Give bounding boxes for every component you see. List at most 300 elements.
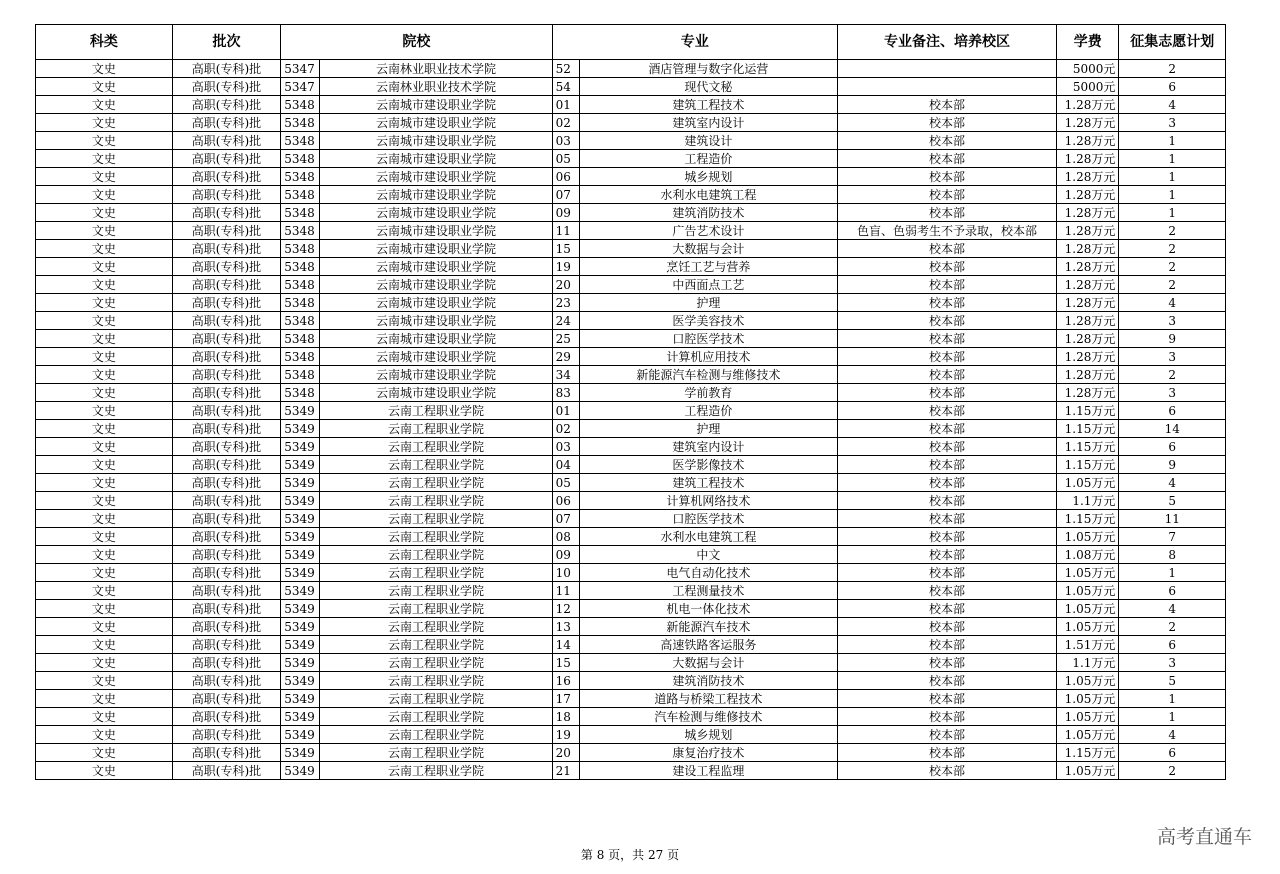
cell-remarks: 校本部 [838,168,1057,186]
header-major: 专业 [552,25,837,60]
cell-tuition: 1.15万元 [1057,402,1119,420]
cell-school-code: 5349 [281,636,320,654]
cell-school-name: 云南工程职业学院 [320,528,552,546]
cell-school-code: 5348 [281,168,320,186]
cell-tuition: 1.05万元 [1057,582,1119,600]
cell-major-code: 02 [552,114,579,132]
cell-major-name: 现代文秘 [579,78,837,96]
cell-major-name: 医学影像技术 [579,456,837,474]
cell-major-name: 水利水电建筑工程 [579,186,837,204]
cell-major-code: 23 [552,294,579,312]
cell-school-code: 5348 [281,330,320,348]
cell-remarks: 校本部 [838,708,1057,726]
cell-category: 文史 [36,186,173,204]
cell-major-code: 11 [552,222,579,240]
cell-major-code: 15 [552,240,579,258]
cell-remarks: 校本部 [838,690,1057,708]
cell-remarks [838,78,1057,96]
cell-major-code: 04 [552,456,579,474]
cell-plan-count: 4 [1119,96,1226,114]
cell-school-code: 5348 [281,312,320,330]
cell-category: 文史 [36,114,173,132]
cell-batch: 高职(专科)批 [172,492,281,510]
cell-major-name: 护理 [579,420,837,438]
cell-plan-count: 6 [1119,438,1226,456]
cell-remarks: 校本部 [838,762,1057,780]
cell-batch: 高职(专科)批 [172,636,281,654]
cell-school-name: 云南工程职业学院 [320,744,552,762]
cell-tuition: 1.28万元 [1057,240,1119,258]
cell-batch: 高职(专科)批 [172,222,281,240]
table-row [36,60,1226,78]
cell-batch: 高职(专科)批 [172,132,281,150]
cell-remarks: 校本部 [838,474,1057,492]
cell-school-code: 5348 [281,294,320,312]
table-row [36,384,1226,402]
table-row [36,582,1226,600]
cell-remarks: 校本部 [838,204,1057,222]
cell-plan-count: 3 [1119,312,1226,330]
cell-school-name: 云南工程职业学院 [320,600,552,618]
cell-remarks: 校本部 [838,312,1057,330]
cell-major-name: 口腔医学技术 [579,510,837,528]
cell-plan-count: 2 [1119,366,1226,384]
table-row [36,726,1226,744]
cell-category: 文史 [36,564,173,582]
cell-batch: 高职(专科)批 [172,240,281,258]
cell-school-code: 5349 [281,654,320,672]
cell-major-code: 52 [552,60,579,78]
cell-plan-count: 9 [1119,330,1226,348]
cell-plan-count: 6 [1119,402,1226,420]
cell-category: 文史 [36,690,173,708]
cell-batch: 高职(专科)批 [172,312,281,330]
cell-major-name: 机电一体化技术 [579,600,837,618]
cell-school-code: 5349 [281,744,320,762]
cell-batch: 高职(专科)批 [172,402,281,420]
cell-major-name: 广告艺术设计 [579,222,837,240]
cell-category: 文史 [36,744,173,762]
cell-remarks: 校本部 [838,510,1057,528]
cell-batch: 高职(专科)批 [172,294,281,312]
cell-category: 文史 [36,78,173,96]
header-remarks: 专业备注、培养校区 [838,25,1057,60]
page-footer: 第 8 页，共 27 页 [580,848,680,862]
cell-tuition: 5000元 [1057,60,1119,78]
cell-major-code: 07 [552,510,579,528]
cell-tuition: 5000元 [1057,78,1119,96]
cell-category: 文史 [36,438,173,456]
cell-major-name: 城乡规划 [579,726,837,744]
table-row [36,312,1226,330]
cell-category: 文史 [36,60,173,78]
cell-remarks: 校本部 [838,384,1057,402]
cell-category: 文史 [36,276,173,294]
cell-plan-count: 4 [1119,294,1226,312]
table-row [36,258,1226,276]
cell-category: 文史 [36,402,173,420]
cell-category: 文史 [36,474,173,492]
cell-school-code: 5349 [281,420,320,438]
cell-school-code: 5349 [281,564,320,582]
table-row [36,150,1226,168]
cell-school-code: 5349 [281,438,320,456]
cell-major-name: 大数据与会计 [579,654,837,672]
cell-school-code: 5348 [281,258,320,276]
cell-school-code: 5349 [281,618,320,636]
cell-major-code: 01 [552,96,579,114]
cell-plan-count: 4 [1119,600,1226,618]
cell-school-name: 云南城市建设职业学院 [320,312,552,330]
cell-category: 文史 [36,96,173,114]
cell-plan-count: 1 [1119,690,1226,708]
cell-tuition: 1.05万元 [1057,564,1119,582]
cell-school-name: 云南林业职业技术学院 [320,60,552,78]
cell-school-name: 云南工程职业学院 [320,726,552,744]
cell-remarks: 校本部 [838,132,1057,150]
cell-school-code: 5348 [281,240,320,258]
cell-major-code: 25 [552,330,579,348]
cell-category: 文史 [36,132,173,150]
cell-plan-count: 1 [1119,204,1226,222]
cell-school-name: 云南工程职业学院 [320,708,552,726]
cell-category: 文史 [36,528,173,546]
cell-batch: 高职(专科)批 [172,564,281,582]
cell-tuition: 1.28万元 [1057,366,1119,384]
cell-major-name: 新能源汽车技术 [579,618,837,636]
cell-school-name: 云南城市建设职业学院 [320,348,552,366]
cell-major-name: 建筑室内设计 [579,438,837,456]
cell-school-name: 云南工程职业学院 [320,492,552,510]
cell-category: 文史 [36,420,173,438]
table-row [36,456,1226,474]
cell-school-name: 云南工程职业学院 [320,456,552,474]
cell-batch: 高职(专科)批 [172,150,281,168]
cell-tuition: 1.05万元 [1057,672,1119,690]
cell-school-code: 5348 [281,384,320,402]
cell-major-code: 10 [552,564,579,582]
cell-category: 文史 [36,762,173,780]
cell-major-code: 19 [552,258,579,276]
table-row [36,168,1226,186]
cell-tuition: 1.28万元 [1057,276,1119,294]
cell-school-name: 云南城市建设职业学院 [320,204,552,222]
cell-school-name: 云南工程职业学院 [320,438,552,456]
cell-tuition: 1.28万元 [1057,132,1119,150]
cell-remarks: 校本部 [838,600,1057,618]
cell-school-code: 5348 [281,204,320,222]
cell-plan-count: 6 [1119,636,1226,654]
cell-major-name: 康复治疗技术 [579,744,837,762]
cell-plan-count: 3 [1119,114,1226,132]
cell-tuition: 1.15万元 [1057,438,1119,456]
cell-school-code: 5348 [281,132,320,150]
table-row [36,78,1226,96]
cell-major-code: 03 [552,438,579,456]
table-body [36,60,1226,780]
cell-batch: 高职(专科)批 [172,204,281,222]
cell-major-code: 03 [552,132,579,150]
cell-plan-count: 2 [1119,60,1226,78]
cell-plan-count: 3 [1119,384,1226,402]
cell-batch: 高职(专科)批 [172,528,281,546]
cell-major-code: 14 [552,636,579,654]
cell-plan-count: 1 [1119,708,1226,726]
cell-remarks: 校本部 [838,402,1057,420]
cell-tuition: 1.05万元 [1057,474,1119,492]
cell-remarks: 校本部 [838,654,1057,672]
cell-school-code: 5349 [281,582,320,600]
cell-school-name: 云南城市建设职业学院 [320,96,552,114]
cell-school-code: 5349 [281,528,320,546]
table-row [36,762,1226,780]
cell-plan-count: 4 [1119,474,1226,492]
cell-batch: 高职(专科)批 [172,276,281,294]
cell-tuition: 1.05万元 [1057,762,1119,780]
cell-school-name: 云南工程职业学院 [320,402,552,420]
cell-plan-count: 11 [1119,510,1226,528]
cell-batch: 高职(专科)批 [172,258,281,276]
cell-school-name: 云南工程职业学院 [320,672,552,690]
cell-school-code: 5349 [281,708,320,726]
cell-remarks: 校本部 [838,636,1057,654]
table-row [36,438,1226,456]
cell-category: 文史 [36,204,173,222]
cell-batch: 高职(专科)批 [172,456,281,474]
cell-major-code: 07 [552,186,579,204]
cell-tuition: 1.51万元 [1057,636,1119,654]
cell-tuition: 1.28万元 [1057,204,1119,222]
cell-major-name: 建筑工程技术 [579,474,837,492]
cell-school-name: 云南工程职业学院 [320,582,552,600]
cell-major-code: 83 [552,384,579,402]
cell-plan-count: 2 [1119,222,1226,240]
cell-major-name: 高速铁路客运服务 [579,636,837,654]
cell-tuition: 1.15万元 [1057,510,1119,528]
table-row [36,636,1226,654]
cell-school-name: 云南城市建设职业学院 [320,366,552,384]
cell-major-name: 建筑室内设计 [579,114,837,132]
cell-category: 文史 [36,618,173,636]
cell-major-name: 建筑设计 [579,132,837,150]
table-row [36,564,1226,582]
cell-major-name: 护理 [579,294,837,312]
cell-batch: 高职(专科)批 [172,510,281,528]
header-school: 院校 [281,25,552,60]
table-row [36,510,1226,528]
cell-category: 文史 [36,456,173,474]
cell-tuition: 1.05万元 [1057,726,1119,744]
cell-school-name: 云南工程职业学院 [320,762,552,780]
cell-tuition: 1.05万元 [1057,528,1119,546]
cell-school-name: 云南城市建设职业学院 [320,150,552,168]
cell-school-code: 5348 [281,366,320,384]
cell-major-name: 建筑消防技术 [579,204,837,222]
table-row [36,690,1226,708]
table-row [36,348,1226,366]
table-row [36,618,1226,636]
cell-category: 文史 [36,384,173,402]
cell-school-name: 云南工程职业学院 [320,510,552,528]
cell-major-code: 19 [552,726,579,744]
table-row [36,474,1226,492]
cell-category: 文史 [36,582,173,600]
cell-batch: 高职(专科)批 [172,186,281,204]
cell-tuition: 1.28万元 [1057,114,1119,132]
cell-category: 文史 [36,708,173,726]
cell-tuition: 1.08万元 [1057,546,1119,564]
cell-major-name: 工程测量技术 [579,582,837,600]
cell-major-code: 15 [552,654,579,672]
cell-major-name: 中西面点工艺 [579,276,837,294]
cell-remarks: 校本部 [838,420,1057,438]
cell-remarks: 校本部 [838,240,1057,258]
cell-major-name: 工程造价 [579,402,837,420]
cell-school-name: 云南城市建设职业学院 [320,132,552,150]
cell-category: 文史 [36,654,173,672]
cell-remarks: 校本部 [838,528,1057,546]
cell-school-name: 云南工程职业学院 [320,654,552,672]
table-row [36,186,1226,204]
cell-remarks: 校本部 [838,582,1057,600]
cell-category: 文史 [36,672,173,690]
cell-plan-count: 1 [1119,132,1226,150]
cell-school-name: 云南城市建设职业学院 [320,384,552,402]
cell-category: 文史 [36,726,173,744]
cell-school-code: 5349 [281,600,320,618]
cell-plan-count: 2 [1119,762,1226,780]
cell-batch: 高职(专科)批 [172,600,281,618]
cell-tuition: 1.1万元 [1057,654,1119,672]
cell-major-code: 34 [552,366,579,384]
cell-plan-count: 8 [1119,546,1226,564]
cell-batch: 高职(专科)批 [172,618,281,636]
cell-school-code: 5348 [281,150,320,168]
cell-batch: 高职(专科)批 [172,546,281,564]
cell-plan-count: 5 [1119,672,1226,690]
cell-major-code: 09 [552,204,579,222]
cell-school-code: 5348 [281,222,320,240]
cell-school-code: 5349 [281,726,320,744]
cell-category: 文史 [36,348,173,366]
cell-plan-count: 2 [1119,240,1226,258]
cell-tuition: 1.28万元 [1057,186,1119,204]
table-row [36,492,1226,510]
cell-tuition: 1.28万元 [1057,294,1119,312]
cell-school-name: 云南工程职业学院 [320,420,552,438]
cell-school-code: 5347 [281,78,320,96]
cell-category: 文史 [36,510,173,528]
cell-major-code: 20 [552,744,579,762]
cell-major-name: 口腔医学技术 [579,330,837,348]
cell-major-code: 11 [552,582,579,600]
table-row [36,546,1226,564]
cell-tuition: 1.28万元 [1057,150,1119,168]
cell-batch: 高职(专科)批 [172,420,281,438]
cell-tuition: 1.05万元 [1057,618,1119,636]
cell-major-code: 24 [552,312,579,330]
table-row [36,708,1226,726]
cell-major-name: 建筑消防技术 [579,672,837,690]
cell-batch: 高职(专科)批 [172,384,281,402]
cell-major-name: 道路与桥梁工程技术 [579,690,837,708]
table-row [36,222,1226,240]
cell-school-code: 5349 [281,456,320,474]
cell-major-code: 17 [552,690,579,708]
table-row [36,402,1226,420]
cell-remarks: 校本部 [838,294,1057,312]
cell-remarks [838,60,1057,78]
cell-major-code: 05 [552,474,579,492]
cell-remarks: 校本部 [838,276,1057,294]
cell-batch: 高职(专科)批 [172,96,281,114]
cell-category: 文史 [36,222,173,240]
cell-category: 文史 [36,546,173,564]
cell-plan-count: 3 [1119,348,1226,366]
cell-school-name: 云南城市建设职业学院 [320,330,552,348]
cell-remarks: 校本部 [838,150,1057,168]
cell-tuition: 1.28万元 [1057,330,1119,348]
cell-batch: 高职(专科)批 [172,60,281,78]
cell-school-name: 云南城市建设职业学院 [320,276,552,294]
cell-major-code: 06 [552,492,579,510]
cell-plan-count: 1 [1119,150,1226,168]
cell-school-name: 云南城市建设职业学院 [320,258,552,276]
cell-tuition: 1.1万元 [1057,492,1119,510]
cell-remarks: 校本部 [838,258,1057,276]
cell-batch: 高职(专科)批 [172,654,281,672]
cell-major-name: 汽车检测与维修技术 [579,708,837,726]
cell-school-name: 云南城市建设职业学院 [320,222,552,240]
cell-school-name: 云南工程职业学院 [320,636,552,654]
header-batch: 批次 [172,25,281,60]
cell-major-name: 烹饪工艺与营养 [579,258,837,276]
cell-category: 文史 [36,636,173,654]
cell-category: 文史 [36,168,173,186]
cell-tuition: 1.28万元 [1057,384,1119,402]
table-row [36,600,1226,618]
cell-school-name: 云南城市建设职业学院 [320,240,552,258]
table-row [36,744,1226,762]
cell-major-code: 05 [552,150,579,168]
table-row [36,528,1226,546]
cell-category: 文史 [36,312,173,330]
cell-major-name: 酒店管理与数字化运营 [579,60,837,78]
table-row [36,420,1226,438]
cell-tuition: 1.28万元 [1057,258,1119,276]
cell-major-name: 中文 [579,546,837,564]
cell-school-name: 云南林业职业技术学院 [320,78,552,96]
cell-batch: 高职(专科)批 [172,582,281,600]
cell-school-code: 5348 [281,276,320,294]
cell-major-code: 16 [552,672,579,690]
cell-school-code: 5349 [281,672,320,690]
cell-school-code: 5348 [281,348,320,366]
cell-school-code: 5349 [281,546,320,564]
cell-plan-count: 6 [1119,78,1226,96]
cell-school-code: 5348 [281,96,320,114]
cell-category: 文史 [36,492,173,510]
header-category: 科类 [36,25,173,60]
cell-remarks: 校本部 [838,438,1057,456]
table-row [36,366,1226,384]
cell-remarks: 校本部 [838,672,1057,690]
cell-plan-count: 2 [1119,276,1226,294]
cell-category: 文史 [36,240,173,258]
cell-batch: 高职(专科)批 [172,690,281,708]
cell-category: 文史 [36,366,173,384]
cell-plan-count: 14 [1119,420,1226,438]
